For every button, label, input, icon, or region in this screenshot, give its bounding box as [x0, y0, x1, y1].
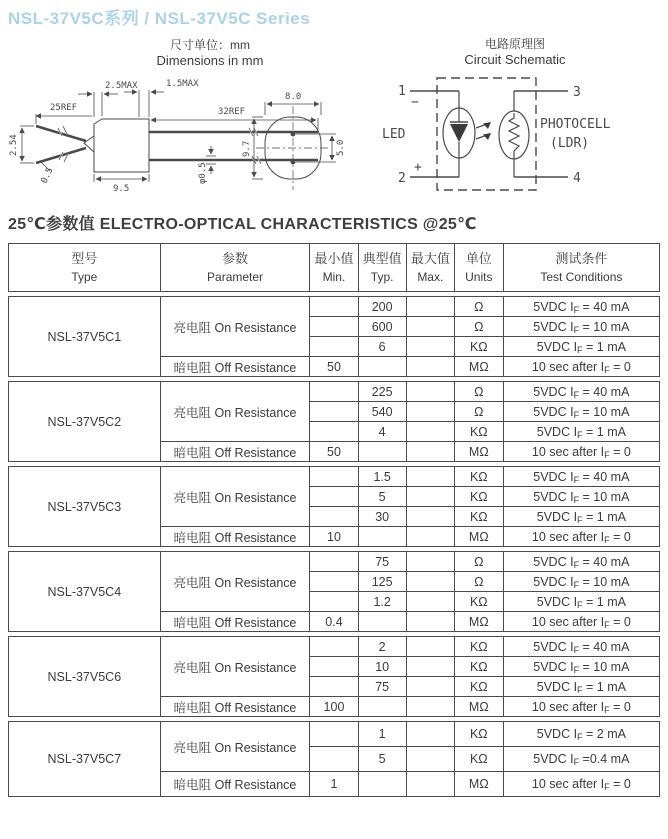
- typ-cell: [358, 357, 406, 377]
- typ-cell: [358, 527, 406, 547]
- on-resistance-cell: 亮电阻 On Resistance: [160, 637, 310, 697]
- min-cell: [310, 722, 358, 747]
- typ-cell: 125: [358, 572, 406, 592]
- unit-cell: KΩ: [454, 507, 503, 527]
- typ-cell: 4: [358, 422, 406, 442]
- max-cell: [406, 747, 454, 772]
- test-condition-cell: 5VDC $I_F = 40$ mA: [503, 382, 659, 402]
- model-section-NSL-37V5C2: [8, 381, 660, 462]
- header-cell-type: [9, 244, 161, 292]
- max-cell: [406, 382, 454, 402]
- pin2-label: 2: [398, 171, 406, 186]
- min-cell: [310, 552, 358, 572]
- type-cell: NSL-37V5C1: [9, 297, 161, 377]
- test-condition-cell: 5VDC $I_F = 10$ mA: [503, 317, 659, 337]
- dimensions-caption: [130, 38, 290, 69]
- min-cell: 100: [310, 697, 358, 717]
- model-section-NSL-37V5C7: [8, 721, 660, 797]
- typ-cell: 1.2: [358, 592, 406, 612]
- typ-cell: 30: [358, 507, 406, 527]
- min-cell: [310, 337, 358, 357]
- table-row: [9, 297, 660, 317]
- unit-cell: Ω: [454, 552, 503, 572]
- unit-cell: KΩ: [454, 677, 503, 697]
- unit-cell: Ω: [454, 317, 503, 337]
- dim-5-0: 5.0: [336, 139, 346, 156]
- schematic-caption: [420, 37, 610, 68]
- max-cell: [406, 722, 454, 747]
- unit-cell: KΩ: [454, 637, 503, 657]
- pin1-label: 1: [398, 84, 406, 99]
- unit-cell: KΩ: [454, 592, 503, 612]
- pin2-polarity-plus: +: [414, 160, 422, 175]
- unit-cell: KΩ: [454, 422, 503, 442]
- header-type-zh: 型号: [71, 251, 98, 267]
- header-units-zh: 单位: [465, 251, 492, 267]
- unit-cell: KΩ: [454, 467, 503, 487]
- test-condition-cell: 10 sec after $I_F = 0$: [503, 527, 659, 547]
- off-resistance-cell: 暗电阻 Off Resistance: [160, 772, 310, 797]
- typ-cell: [358, 772, 406, 797]
- on-resistance-cell: 亮电阻 On Resistance: [160, 722, 310, 772]
- min-cell: [310, 297, 358, 317]
- off-resistance-cell: 暗电阻 Off Resistance: [160, 442, 310, 462]
- min-cell: [310, 402, 358, 422]
- dimensions-caption-en: Dimensions in mm: [156, 53, 264, 68]
- table-header-row: [8, 243, 660, 292]
- dim-1-5max: 1.5MAX: [166, 79, 199, 89]
- test-condition-cell: 5VDC $I_F = 10$ mA: [503, 572, 659, 592]
- max-cell: [406, 507, 454, 527]
- min-cell: [310, 677, 358, 697]
- max-cell: [406, 657, 454, 677]
- test-condition-cell: 5VDC $I_F = 40$ mA: [503, 297, 659, 317]
- min-cell: [310, 592, 358, 612]
- unit-cell: KΩ: [454, 337, 503, 357]
- header-test-conditions-zh: 测试条件: [555, 251, 608, 267]
- min-cell: [310, 317, 358, 337]
- type-cell: NSL-37V5C7: [9, 722, 161, 797]
- typ-cell: 225: [358, 382, 406, 402]
- circuit-schematic: [378, 72, 668, 202]
- pin1-polarity-minus: −: [411, 95, 419, 110]
- header-units-en: Units: [465, 269, 493, 284]
- test-condition-cell: 10 sec after $I_F = 0$: [503, 442, 659, 462]
- test-condition-cell: 5VDC $I_F = 1$ mA: [503, 337, 659, 357]
- dim-0-5: 0.5: [39, 166, 56, 186]
- page-title: NSL-37V5C系列 / NSL-37V5C Series: [8, 9, 311, 28]
- dim-phi05: φ0.5: [198, 162, 208, 184]
- unit-cell: Ω: [454, 402, 503, 422]
- min-cell: [310, 657, 358, 677]
- off-resistance-cell: 暗电阻 Off Resistance: [160, 612, 310, 632]
- dim-2-54: 2.54: [9, 134, 19, 156]
- model-section-NSL-37V5C6: [8, 636, 660, 717]
- header-cell-typ: [358, 244, 406, 292]
- on-resistance-cell: 亮电阻 On Resistance: [160, 297, 310, 357]
- dim-9-7: 9.7: [242, 140, 252, 157]
- test-condition-cell: 5VDC $I_F = 40$ mA: [503, 637, 659, 657]
- on-resistance-cell: 亮电阻 On Resistance: [160, 467, 310, 527]
- unit-cell: MΩ: [454, 527, 503, 547]
- max-cell: [406, 467, 454, 487]
- min-cell: 50: [310, 357, 358, 377]
- unit-cell: KΩ: [454, 487, 503, 507]
- unit-cell: MΩ: [454, 357, 503, 377]
- min-cell: [310, 467, 358, 487]
- test-condition-cell: 10 sec after $I_F = 0$: [503, 357, 659, 377]
- max-cell: [406, 297, 454, 317]
- header-test-conditions-en: Test Conditions: [540, 269, 623, 284]
- test-condition-cell: 5VDC $I_F =0.4$ mA: [503, 747, 659, 772]
- test-condition-cell: 5VDC $I_F = 2$ mA: [503, 722, 659, 747]
- off-resistance-cell: 暗电阻 Off Resistance: [160, 357, 310, 377]
- typ-cell: 540: [358, 402, 406, 422]
- header-max-zh: 最大值: [410, 251, 450, 267]
- led-label: LED: [382, 127, 406, 142]
- header-parameter-en: Parameter: [207, 269, 264, 284]
- max-cell: [406, 697, 454, 717]
- max-cell: [406, 402, 454, 422]
- unit-cell: KΩ: [454, 657, 503, 677]
- max-cell: [406, 677, 454, 697]
- unit-cell: Ω: [454, 382, 503, 402]
- typ-cell: 6: [358, 337, 406, 357]
- model-section-NSL-37V5C3: [8, 466, 660, 547]
- typ-cell: [358, 612, 406, 632]
- max-cell: [406, 527, 454, 547]
- test-condition-cell: 5VDC $I_F = 40$ mA: [503, 467, 659, 487]
- off-resistance-cell: 暗电阻 Off Resistance: [160, 527, 310, 547]
- off-resistance-cell: 暗电阻 Off Resistance: [160, 697, 310, 717]
- schematic-caption-zh: 电路原理图: [484, 37, 545, 51]
- header-type-en: Type: [71, 269, 98, 284]
- typ-cell: 1: [358, 722, 406, 747]
- min-cell: [310, 572, 358, 592]
- model-section-NSL-37V5C1: [8, 296, 660, 377]
- max-cell: [406, 612, 454, 632]
- typ-cell: 5: [358, 747, 406, 772]
- max-cell: [406, 572, 454, 592]
- pin4-label: 4: [573, 171, 581, 186]
- table-title: 25℃参数值 ELECTRO-OPTICAL CHARACTERISTICS @25℃: [8, 216, 477, 233]
- table-row: [9, 382, 660, 402]
- min-cell: 50: [310, 442, 358, 462]
- max-cell: [406, 637, 454, 657]
- max-cell: [406, 422, 454, 442]
- header-typ-zh: 典型值: [362, 251, 402, 267]
- header-cell-min: [310, 244, 358, 292]
- typ-cell: 1.5: [358, 467, 406, 487]
- min-cell: [310, 382, 358, 402]
- header-cell-max: [406, 244, 454, 292]
- test-condition-cell: 5VDC $I_F = 1$ mA: [503, 677, 659, 697]
- max-cell: [406, 552, 454, 572]
- max-cell: [406, 442, 454, 462]
- test-condition-cell: 10 sec after $I_F = 0$: [503, 697, 659, 717]
- dimensions-drawing: [6, 72, 346, 204]
- min-cell: [310, 422, 358, 442]
- typ-cell: 600: [358, 317, 406, 337]
- test-condition-cell: 5VDC $I_F = 10$ mA: [503, 402, 659, 422]
- dim-32ref: 32REF: [218, 107, 246, 117]
- typ-cell: 75: [358, 677, 406, 697]
- min-cell: [310, 487, 358, 507]
- unit-cell: KΩ: [454, 747, 503, 772]
- max-cell: [406, 317, 454, 337]
- header-cell-test-conditions: [503, 244, 659, 292]
- typ-cell: 2: [358, 637, 406, 657]
- typ-cell: 10: [358, 657, 406, 677]
- type-cell: NSL-37V5C3: [9, 467, 161, 547]
- dim-2-5max: 2.5MAX: [105, 81, 138, 91]
- table-row: [9, 467, 660, 487]
- test-condition-cell: 10 sec after $I_F = 0$: [503, 612, 659, 632]
- max-cell: [406, 772, 454, 797]
- on-resistance-cell: 亮电阻 On Resistance: [160, 382, 310, 442]
- header-min-zh: 最小值: [314, 251, 354, 267]
- pin3-label: 3: [573, 85, 581, 100]
- header-cell-parameter: [160, 244, 310, 292]
- test-condition-cell: 5VDC $I_F = 10$ mA: [503, 487, 659, 507]
- test-condition-cell: 5VDC $I_F = 40$ mA: [503, 552, 659, 572]
- min-cell: 10: [310, 527, 358, 547]
- test-condition-cell: 5VDC $I_F = 1$ mA: [503, 422, 659, 442]
- unit-cell: MΩ: [454, 612, 503, 632]
- typ-cell: 75: [358, 552, 406, 572]
- unit-cell: MΩ: [454, 697, 503, 717]
- test-condition-cell: 5VDC $I_F = 1$ mA: [503, 592, 659, 612]
- header-area: [0, 0, 668, 208]
- test-condition-cell: 10 sec after $I_F = 0$: [503, 772, 659, 797]
- unit-cell: Ω: [454, 572, 503, 592]
- min-cell: [310, 507, 358, 527]
- max-cell: [406, 357, 454, 377]
- min-cell: [310, 637, 358, 657]
- test-condition-cell: 5VDC $I_F = 10$ mA: [503, 657, 659, 677]
- table-row: [9, 552, 660, 572]
- dimensions-caption-zh: 尺寸单位：mm: [170, 38, 250, 52]
- header-max-en: Max.: [417, 269, 444, 284]
- header-parameter-zh: 参数: [222, 251, 249, 267]
- ldr-label: (LDR): [550, 136, 590, 151]
- characteristics-table: [0, 243, 668, 801]
- header-typ-en: Typ.: [370, 269, 394, 284]
- max-cell: [406, 337, 454, 357]
- typ-cell: [358, 697, 406, 717]
- test-condition-cell: 5VDC $I_F = 1$ mA: [503, 507, 659, 527]
- unit-cell: MΩ: [454, 442, 503, 462]
- min-cell: 1: [310, 772, 358, 797]
- table-row: [9, 637, 660, 657]
- dim-9-5: 9.5: [113, 184, 130, 194]
- typ-cell: 200: [358, 297, 406, 317]
- type-cell: NSL-37V5C2: [9, 382, 161, 462]
- header-cell-units: [454, 244, 503, 292]
- photocell-label: PHOTOCELL: [540, 117, 611, 132]
- table-row: [9, 722, 660, 747]
- unit-cell: KΩ: [454, 722, 503, 747]
- max-cell: [406, 592, 454, 612]
- schematic-caption-en: Circuit Schematic: [464, 52, 566, 67]
- header-min-en: Min.: [322, 269, 346, 284]
- min-cell: [310, 747, 358, 772]
- typ-cell: 5: [358, 487, 406, 507]
- type-cell: NSL-37V5C4: [9, 552, 161, 632]
- model-section-NSL-37V5C4: [8, 551, 660, 632]
- max-cell: [406, 487, 454, 507]
- type-cell: NSL-37V5C6: [9, 637, 161, 717]
- dim-25ref: 25REF: [50, 103, 78, 113]
- dim-8-0: 8.0: [285, 92, 302, 102]
- unit-cell: MΩ: [454, 772, 503, 797]
- min-cell: 0.4: [310, 612, 358, 632]
- unit-cell: Ω: [454, 297, 503, 317]
- on-resistance-cell: 亮电阻 On Resistance: [160, 552, 310, 612]
- typ-cell: [358, 442, 406, 462]
